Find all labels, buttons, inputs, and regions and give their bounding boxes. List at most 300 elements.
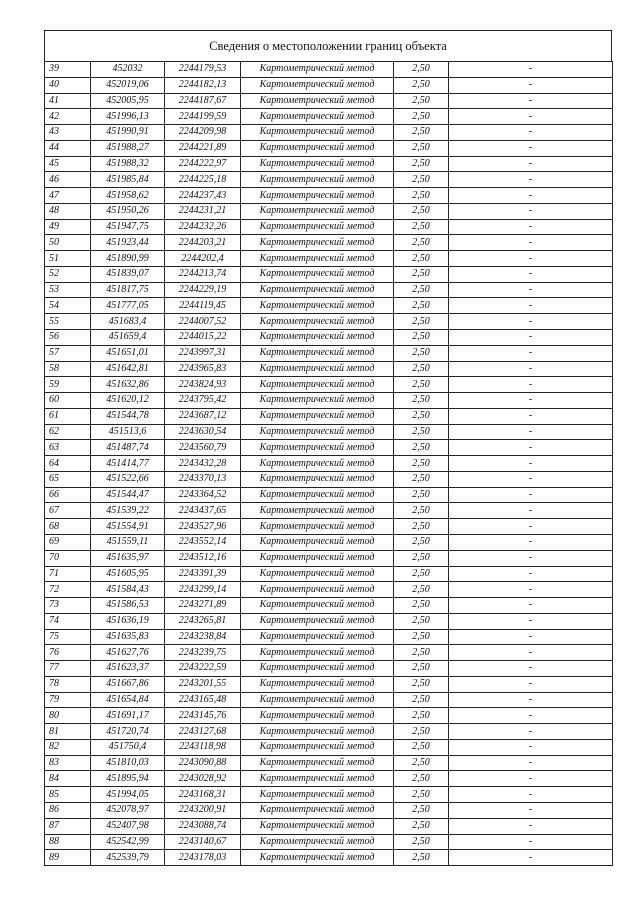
cell-accuracy: 2,50 bbox=[394, 850, 449, 866]
cell-point-number: 54 bbox=[45, 298, 91, 314]
table-row bbox=[45, 724, 613, 740]
cell-y-coordinate: 2243165,48 bbox=[165, 692, 241, 708]
cell-method: Картометрический метод bbox=[241, 755, 394, 771]
cell-accuracy: 2,50 bbox=[394, 345, 449, 361]
cell-x-coordinate: 451890,99 bbox=[91, 251, 165, 267]
cell-description: - bbox=[449, 676, 613, 692]
cell-y-coordinate: 2244179,53 bbox=[165, 62, 241, 78]
cell-x-coordinate: 451990,91 bbox=[91, 125, 165, 141]
cell-method: Картометрический метод bbox=[241, 676, 394, 692]
cell-y-coordinate: 2243090,88 bbox=[165, 755, 241, 771]
cell-y-coordinate: 2244213,74 bbox=[165, 266, 241, 282]
cell-x-coordinate: 451623,37 bbox=[91, 661, 165, 677]
cell-point-number: 41 bbox=[45, 93, 91, 109]
cell-point-number: 75 bbox=[45, 629, 91, 645]
cell-y-coordinate: 2243239,75 bbox=[165, 645, 241, 661]
cell-x-coordinate: 451584,43 bbox=[91, 582, 165, 598]
cell-y-coordinate: 2243795,42 bbox=[165, 393, 241, 409]
cell-point-number: 80 bbox=[45, 708, 91, 724]
cell-method: Картометрический метод bbox=[241, 802, 394, 818]
cell-description: - bbox=[449, 645, 613, 661]
boundary-points-table bbox=[44, 61, 613, 866]
cell-y-coordinate: 2244199,59 bbox=[165, 109, 241, 125]
cell-y-coordinate: 2243687,12 bbox=[165, 408, 241, 424]
cell-method: Картометрический метод bbox=[241, 235, 394, 251]
cell-x-coordinate: 451659,4 bbox=[91, 330, 165, 346]
cell-method: Картометрический метод bbox=[241, 708, 394, 724]
cell-x-coordinate: 451750,4 bbox=[91, 739, 165, 755]
cell-x-coordinate: 451513,6 bbox=[91, 424, 165, 440]
cell-point-number: 67 bbox=[45, 503, 91, 519]
cell-method: Картометрический метод bbox=[241, 77, 394, 93]
cell-accuracy: 2,50 bbox=[394, 645, 449, 661]
cell-method: Картометрический метод bbox=[241, 203, 394, 219]
cell-accuracy: 2,50 bbox=[394, 188, 449, 204]
cell-method: Картометрический метод bbox=[241, 424, 394, 440]
cell-point-number: 49 bbox=[45, 219, 91, 235]
cell-accuracy: 2,50 bbox=[394, 487, 449, 503]
cell-point-number: 86 bbox=[45, 802, 91, 818]
cell-description: - bbox=[449, 771, 613, 787]
cell-method: Картометрический метод bbox=[241, 739, 394, 755]
cell-point-number: 43 bbox=[45, 125, 91, 141]
cell-method: Картометрический метод bbox=[241, 487, 394, 503]
cell-point-number: 57 bbox=[45, 345, 91, 361]
table-row bbox=[45, 487, 613, 503]
cell-description: - bbox=[449, 755, 613, 771]
cell-x-coordinate: 451720,74 bbox=[91, 724, 165, 740]
cell-accuracy: 2,50 bbox=[394, 598, 449, 614]
cell-y-coordinate: 2243824,93 bbox=[165, 377, 241, 393]
cell-method: Картометрический метод bbox=[241, 125, 394, 141]
table-row bbox=[45, 503, 613, 519]
table-row bbox=[45, 235, 613, 251]
table-row bbox=[45, 345, 613, 361]
cell-description: - bbox=[449, 582, 613, 598]
table-row bbox=[45, 550, 613, 566]
cell-x-coordinate: 451950,26 bbox=[91, 203, 165, 219]
cell-x-coordinate: 451544,47 bbox=[91, 487, 165, 503]
cell-method: Картометрический метод bbox=[241, 645, 394, 661]
cell-method: Картометрический метод bbox=[241, 282, 394, 298]
cell-method: Картометрический метод bbox=[241, 188, 394, 204]
cell-y-coordinate: 2243145,76 bbox=[165, 708, 241, 724]
table-row bbox=[45, 661, 613, 677]
cell-method: Картометрический метод bbox=[241, 266, 394, 282]
cell-description: - bbox=[449, 298, 613, 314]
table-row bbox=[45, 282, 613, 298]
cell-point-number: 40 bbox=[45, 77, 91, 93]
table-row bbox=[45, 408, 613, 424]
cell-description: - bbox=[449, 188, 613, 204]
table-row bbox=[45, 708, 613, 724]
cell-method: Картометрический метод bbox=[241, 314, 394, 330]
table-row bbox=[45, 172, 613, 188]
table-body bbox=[45, 62, 613, 866]
cell-x-coordinate: 451817,75 bbox=[91, 282, 165, 298]
cell-x-coordinate: 452078,97 bbox=[91, 802, 165, 818]
cell-description: - bbox=[449, 834, 613, 850]
cell-accuracy: 2,50 bbox=[394, 802, 449, 818]
table-row bbox=[45, 582, 613, 598]
cell-x-coordinate: 451627,76 bbox=[91, 645, 165, 661]
cell-point-number: 76 bbox=[45, 645, 91, 661]
table-row bbox=[45, 77, 613, 93]
table-row bbox=[45, 140, 613, 156]
cell-y-coordinate: 2243299,14 bbox=[165, 582, 241, 598]
cell-accuracy: 2,50 bbox=[394, 661, 449, 677]
cell-accuracy: 2,50 bbox=[394, 582, 449, 598]
cell-accuracy: 2,50 bbox=[394, 534, 449, 550]
table-row bbox=[45, 598, 613, 614]
table-row bbox=[45, 188, 613, 204]
cell-point-number: 46 bbox=[45, 172, 91, 188]
cell-accuracy: 2,50 bbox=[394, 77, 449, 93]
cell-method: Картометрический метод bbox=[241, 566, 394, 582]
cell-method: Картометрический метод bbox=[241, 534, 394, 550]
cell-description: - bbox=[449, 818, 613, 834]
cell-point-number: 66 bbox=[45, 487, 91, 503]
cell-description: - bbox=[449, 266, 613, 282]
cell-x-coordinate: 451683,4 bbox=[91, 314, 165, 330]
cell-y-coordinate: 2243200,91 bbox=[165, 802, 241, 818]
cell-y-coordinate: 2243965,83 bbox=[165, 361, 241, 377]
cell-x-coordinate: 451958,62 bbox=[91, 188, 165, 204]
cell-method: Картометрический метод bbox=[241, 93, 394, 109]
cell-accuracy: 2,50 bbox=[394, 125, 449, 141]
cell-point-number: 89 bbox=[45, 850, 91, 866]
cell-x-coordinate: 451605,95 bbox=[91, 566, 165, 582]
cell-description: - bbox=[449, 140, 613, 156]
cell-point-number: 82 bbox=[45, 739, 91, 755]
table-row bbox=[45, 645, 613, 661]
cell-description: - bbox=[449, 629, 613, 645]
cell-description: - bbox=[449, 314, 613, 330]
cell-method: Картометрический метод bbox=[241, 140, 394, 156]
cell-accuracy: 2,50 bbox=[394, 251, 449, 267]
cell-point-number: 84 bbox=[45, 771, 91, 787]
cell-description: - bbox=[449, 408, 613, 424]
cell-x-coordinate: 451586,53 bbox=[91, 598, 165, 614]
cell-y-coordinate: 2243238,84 bbox=[165, 629, 241, 645]
cell-method: Картометрический метод bbox=[241, 582, 394, 598]
cell-point-number: 62 bbox=[45, 424, 91, 440]
cell-accuracy: 2,50 bbox=[394, 377, 449, 393]
cell-accuracy: 2,50 bbox=[394, 708, 449, 724]
cell-x-coordinate: 451632,86 bbox=[91, 377, 165, 393]
cell-description: - bbox=[449, 125, 613, 141]
cell-y-coordinate: 2243168,31 bbox=[165, 787, 241, 803]
table-row bbox=[45, 314, 613, 330]
cell-description: - bbox=[449, 393, 613, 409]
cell-y-coordinate: 2243265,81 bbox=[165, 613, 241, 629]
table-row bbox=[45, 298, 613, 314]
cell-description: - bbox=[449, 566, 613, 582]
cell-y-coordinate: 2243178,03 bbox=[165, 850, 241, 866]
cell-method: Картометрический метод bbox=[241, 629, 394, 645]
cell-description: - bbox=[449, 203, 613, 219]
cell-description: - bbox=[449, 471, 613, 487]
table-row bbox=[45, 519, 613, 535]
cell-accuracy: 2,50 bbox=[394, 140, 449, 156]
cell-y-coordinate: 2243552,14 bbox=[165, 534, 241, 550]
cell-point-number: 64 bbox=[45, 456, 91, 472]
cell-description: - bbox=[449, 251, 613, 267]
cell-accuracy: 2,50 bbox=[394, 235, 449, 251]
cell-y-coordinate: 2243437,65 bbox=[165, 503, 241, 519]
cell-x-coordinate: 451947,75 bbox=[91, 219, 165, 235]
cell-y-coordinate: 2243222,59 bbox=[165, 661, 241, 677]
table-row bbox=[45, 566, 613, 582]
boundary-table-sheet bbox=[44, 30, 612, 866]
cell-point-number: 81 bbox=[45, 724, 91, 740]
cell-point-number: 44 bbox=[45, 140, 91, 156]
table-row bbox=[45, 440, 613, 456]
cell-x-coordinate: 451554,91 bbox=[91, 519, 165, 535]
cell-point-number: 68 bbox=[45, 519, 91, 535]
cell-x-coordinate: 452019,06 bbox=[91, 77, 165, 93]
cell-description: - bbox=[449, 708, 613, 724]
table-row bbox=[45, 125, 613, 141]
cell-description: - bbox=[449, 598, 613, 614]
cell-accuracy: 2,50 bbox=[394, 566, 449, 582]
cell-accuracy: 2,50 bbox=[394, 471, 449, 487]
table-row bbox=[45, 93, 613, 109]
cell-description: - bbox=[449, 345, 613, 361]
cell-description: - bbox=[449, 739, 613, 755]
cell-method: Картометрический метод bbox=[241, 834, 394, 850]
cell-point-number: 58 bbox=[45, 361, 91, 377]
cell-description: - bbox=[449, 519, 613, 535]
cell-point-number: 72 bbox=[45, 582, 91, 598]
cell-description: - bbox=[449, 109, 613, 125]
cell-x-coordinate: 451642,81 bbox=[91, 361, 165, 377]
cell-method: Картометрический метод bbox=[241, 818, 394, 834]
cell-method: Картометрический метод bbox=[241, 613, 394, 629]
cell-description: - bbox=[449, 802, 613, 818]
cell-y-coordinate: 2243127,68 bbox=[165, 724, 241, 740]
table-row bbox=[45, 424, 613, 440]
cell-method: Картометрический метод bbox=[241, 519, 394, 535]
cell-accuracy: 2,50 bbox=[394, 62, 449, 78]
cell-accuracy: 2,50 bbox=[394, 771, 449, 787]
cell-description: - bbox=[449, 550, 613, 566]
cell-description: - bbox=[449, 62, 613, 78]
cell-y-coordinate: 2243560,79 bbox=[165, 440, 241, 456]
cell-point-number: 77 bbox=[45, 661, 91, 677]
cell-accuracy: 2,50 bbox=[394, 503, 449, 519]
table-row bbox=[45, 266, 613, 282]
cell-y-coordinate: 2244007,52 bbox=[165, 314, 241, 330]
cell-x-coordinate: 451559,11 bbox=[91, 534, 165, 550]
table-row bbox=[45, 109, 613, 125]
cell-y-coordinate: 2244187,67 bbox=[165, 93, 241, 109]
cell-accuracy: 2,50 bbox=[394, 330, 449, 346]
cell-description: - bbox=[449, 534, 613, 550]
cell-point-number: 74 bbox=[45, 613, 91, 629]
cell-method: Картометрический метод bbox=[241, 408, 394, 424]
cell-y-coordinate: 2244237,43 bbox=[165, 188, 241, 204]
cell-point-number: 78 bbox=[45, 676, 91, 692]
cell-accuracy: 2,50 bbox=[394, 172, 449, 188]
cell-accuracy: 2,50 bbox=[394, 613, 449, 629]
cell-accuracy: 2,50 bbox=[394, 676, 449, 692]
cell-method: Картометрический метод bbox=[241, 345, 394, 361]
cell-x-coordinate: 451635,97 bbox=[91, 550, 165, 566]
cell-description: - bbox=[449, 330, 613, 346]
cell-accuracy: 2,50 bbox=[394, 456, 449, 472]
cell-description: - bbox=[449, 77, 613, 93]
cell-description: - bbox=[449, 787, 613, 803]
cell-x-coordinate: 451654,84 bbox=[91, 692, 165, 708]
cell-method: Картометрический метод bbox=[241, 456, 394, 472]
cell-method: Картометрический метод bbox=[241, 361, 394, 377]
cell-accuracy: 2,50 bbox=[394, 109, 449, 125]
cell-description: - bbox=[449, 219, 613, 235]
cell-description: - bbox=[449, 172, 613, 188]
cell-method: Картометрический метод bbox=[241, 787, 394, 803]
cell-point-number: 48 bbox=[45, 203, 91, 219]
cell-y-coordinate: 2243997,31 bbox=[165, 345, 241, 361]
cell-x-coordinate: 452032 bbox=[91, 62, 165, 78]
cell-method: Картометрический метод bbox=[241, 661, 394, 677]
cell-accuracy: 2,50 bbox=[394, 818, 449, 834]
table-row bbox=[45, 330, 613, 346]
cell-y-coordinate: 2244182,13 bbox=[165, 77, 241, 93]
table-row bbox=[45, 787, 613, 803]
cell-x-coordinate: 451988,27 bbox=[91, 140, 165, 156]
table-title: Сведения о местоположении границ объекта bbox=[44, 30, 612, 61]
cell-point-number: 65 bbox=[45, 471, 91, 487]
cell-point-number: 70 bbox=[45, 550, 91, 566]
cell-description: - bbox=[449, 156, 613, 172]
cell-y-coordinate: 2243364,52 bbox=[165, 487, 241, 503]
cell-point-number: 71 bbox=[45, 566, 91, 582]
cell-accuracy: 2,50 bbox=[394, 219, 449, 235]
cell-accuracy: 2,50 bbox=[394, 314, 449, 330]
cell-accuracy: 2,50 bbox=[394, 739, 449, 755]
cell-method: Картометрический метод bbox=[241, 598, 394, 614]
cell-method: Картометрический метод bbox=[241, 172, 394, 188]
cell-y-coordinate: 2244209,98 bbox=[165, 125, 241, 141]
cell-point-number: 60 bbox=[45, 393, 91, 409]
cell-y-coordinate: 2244222,97 bbox=[165, 156, 241, 172]
cell-y-coordinate: 2244202,4 bbox=[165, 251, 241, 267]
cell-accuracy: 2,50 bbox=[394, 93, 449, 109]
cell-accuracy: 2,50 bbox=[394, 692, 449, 708]
cell-description: - bbox=[449, 487, 613, 503]
cell-accuracy: 2,50 bbox=[394, 361, 449, 377]
table-row bbox=[45, 219, 613, 235]
cell-y-coordinate: 2243140,67 bbox=[165, 834, 241, 850]
table-row bbox=[45, 251, 613, 267]
cell-description: - bbox=[449, 850, 613, 866]
cell-accuracy: 2,50 bbox=[394, 282, 449, 298]
cell-y-coordinate: 2243028,92 bbox=[165, 771, 241, 787]
table-row bbox=[45, 850, 613, 866]
cell-method: Картометрический метод bbox=[241, 393, 394, 409]
cell-accuracy: 2,50 bbox=[394, 519, 449, 535]
cell-point-number: 83 bbox=[45, 755, 91, 771]
cell-x-coordinate: 451895,94 bbox=[91, 771, 165, 787]
cell-point-number: 85 bbox=[45, 787, 91, 803]
cell-description: - bbox=[449, 424, 613, 440]
cell-y-coordinate: 2243527,96 bbox=[165, 519, 241, 535]
cell-point-number: 88 bbox=[45, 834, 91, 850]
cell-point-number: 87 bbox=[45, 818, 91, 834]
cell-point-number: 73 bbox=[45, 598, 91, 614]
table-row bbox=[45, 629, 613, 645]
cell-x-coordinate: 451923,44 bbox=[91, 235, 165, 251]
cell-point-number: 61 bbox=[45, 408, 91, 424]
cell-y-coordinate: 2243512,16 bbox=[165, 550, 241, 566]
cell-accuracy: 2,50 bbox=[394, 550, 449, 566]
cell-point-number: 59 bbox=[45, 377, 91, 393]
cell-method: Картометрический метод bbox=[241, 251, 394, 267]
cell-accuracy: 2,50 bbox=[394, 440, 449, 456]
cell-x-coordinate: 451522,66 bbox=[91, 471, 165, 487]
cell-point-number: 42 bbox=[45, 109, 91, 125]
cell-description: - bbox=[449, 440, 613, 456]
cell-method: Картометрический метод bbox=[241, 771, 394, 787]
cell-x-coordinate: 452542,99 bbox=[91, 834, 165, 850]
cell-x-coordinate: 451544,78 bbox=[91, 408, 165, 424]
cell-x-coordinate: 451635,83 bbox=[91, 629, 165, 645]
cell-x-coordinate: 452539,79 bbox=[91, 850, 165, 866]
table-row bbox=[45, 377, 613, 393]
cell-accuracy: 2,50 bbox=[394, 787, 449, 803]
cell-point-number: 47 bbox=[45, 188, 91, 204]
cell-accuracy: 2,50 bbox=[394, 755, 449, 771]
cell-x-coordinate: 451651,01 bbox=[91, 345, 165, 361]
cell-description: - bbox=[449, 724, 613, 740]
cell-x-coordinate: 451667,86 bbox=[91, 676, 165, 692]
cell-y-coordinate: 2244221,89 bbox=[165, 140, 241, 156]
cell-accuracy: 2,50 bbox=[394, 724, 449, 740]
cell-method: Картометрический метод bbox=[241, 156, 394, 172]
cell-description: - bbox=[449, 235, 613, 251]
table-row bbox=[45, 692, 613, 708]
cell-method: Картометрический метод bbox=[241, 550, 394, 566]
cell-accuracy: 2,50 bbox=[394, 393, 449, 409]
cell-accuracy: 2,50 bbox=[394, 266, 449, 282]
cell-x-coordinate: 451414,77 bbox=[91, 456, 165, 472]
table-row bbox=[45, 203, 613, 219]
cell-method: Картометрический метод bbox=[241, 471, 394, 487]
cell-y-coordinate: 2243630,54 bbox=[165, 424, 241, 440]
table-row bbox=[45, 471, 613, 487]
cell-x-coordinate: 451810,03 bbox=[91, 755, 165, 771]
cell-x-coordinate: 451985,84 bbox=[91, 172, 165, 188]
cell-accuracy: 2,50 bbox=[394, 298, 449, 314]
cell-description: - bbox=[449, 282, 613, 298]
cell-point-number: 63 bbox=[45, 440, 91, 456]
cell-method: Картометрический метод bbox=[241, 109, 394, 125]
table-row bbox=[45, 393, 613, 409]
cell-x-coordinate: 451777,05 bbox=[91, 298, 165, 314]
cell-x-coordinate: 452407,98 bbox=[91, 818, 165, 834]
cell-point-number: 51 bbox=[45, 251, 91, 267]
cell-x-coordinate: 451539,22 bbox=[91, 503, 165, 519]
cell-description: - bbox=[449, 661, 613, 677]
cell-x-coordinate: 451620,12 bbox=[91, 393, 165, 409]
cell-y-coordinate: 2244232,26 bbox=[165, 219, 241, 235]
cell-point-number: 45 bbox=[45, 156, 91, 172]
table-row bbox=[45, 676, 613, 692]
cell-point-number: 50 bbox=[45, 235, 91, 251]
table-row bbox=[45, 834, 613, 850]
cell-x-coordinate: 451691,17 bbox=[91, 708, 165, 724]
